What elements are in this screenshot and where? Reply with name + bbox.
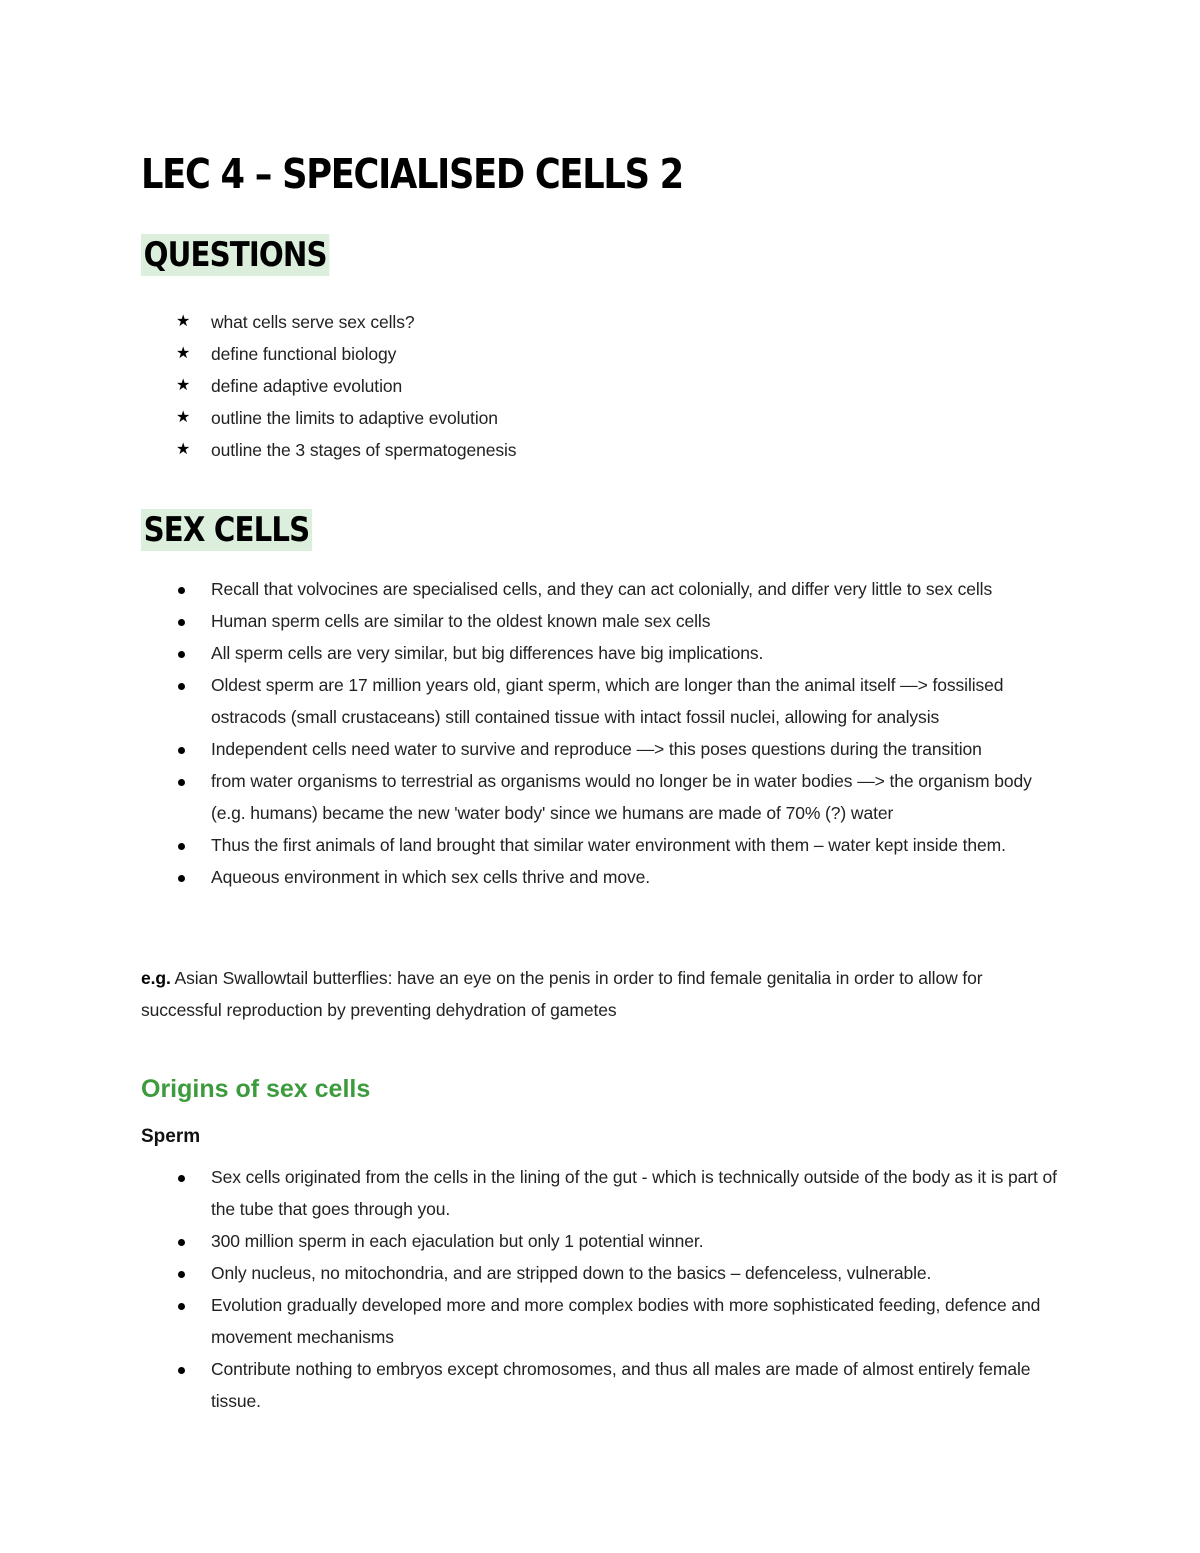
dot-bullet-icon (178, 1271, 185, 1278)
list-item: Contribute nothing to embryos except chromosomes, and thus all males are made of almost entirely female tissue. (141, 1353, 1061, 1417)
list-item: Recall that volvocines are specialised cells, and they can act colonially, and differ very little to sex cells (141, 573, 1061, 605)
dot-bullet-icon (178, 1303, 185, 1310)
origins-heading: Origins of sex cells (141, 1075, 371, 1103)
dot-bullet-icon (178, 651, 185, 658)
dot-bullet-icon (178, 1367, 185, 1374)
sperm-heading: Sperm (141, 1126, 201, 1147)
dot-bullet-icon (178, 1175, 185, 1182)
sex-cells-list (141, 573, 1061, 893)
questions-list (141, 306, 1061, 466)
list-item: Oldest sperm are 17 million years old, giant sperm, which are longer than the animal itself —> fossilised ostracods (small crustaceans) still contained tissue with intact fossil nuclei, allowing for analysis (141, 669, 1061, 733)
dot-bullet-icon (178, 1239, 185, 1246)
list-item: ★ outline the 3 stages of spermatogenesis (141, 434, 1061, 466)
dot-bullet-icon (178, 779, 185, 786)
list-item: ★ define adaptive evolution (141, 370, 1061, 402)
list-item: All sperm cells are very similar, but big differences have big implications. (141, 637, 1061, 669)
dot-bullet-icon (178, 875, 185, 882)
list-item: Only nucleus, no mitochondria, and are stripped down to the basics – defenceless, vulnerable. (141, 1257, 1061, 1289)
dot-bullet-icon (178, 843, 185, 850)
star-bullet-icon: ★ (176, 377, 191, 394)
list-item: 300 million sperm in each ejaculation but only 1 potential winner. (141, 1225, 1061, 1257)
dot-bullet-icon (178, 619, 185, 626)
sex-cells-heading: SEX CELLS (141, 509, 312, 551)
list-item: Human sperm cells are similar to the oldest known male sex cells (141, 605, 1061, 637)
questions-heading: QUESTIONS (141, 234, 329, 276)
sperm-list (141, 1161, 1061, 1417)
example-paragraph: e.g. Asian Swallowtail butterflies: have an eye on the penis in order to find female genitalia in order to allow for successful reproduction by preventing dehydration of gametes (141, 968, 983, 1020)
star-bullet-icon: ★ (176, 313, 191, 330)
list-item: ★ what cells serve sex cells? (141, 306, 1061, 338)
list-item: ★ outline the limits to adaptive evolution (141, 402, 1061, 434)
list-item: Aqueous environment in which sex cells thrive and move. (141, 861, 1061, 893)
list-item: ★ define functional biology (141, 338, 1061, 370)
dot-bullet-icon (178, 683, 185, 690)
list-item: Sex cells originated from the cells in the lining of the gut - which is technically outside of the body as it is part of the tube that goes through you. (141, 1161, 1061, 1225)
example-label: e.g. (141, 968, 171, 988)
dot-bullet-icon (178, 747, 185, 754)
star-bullet-icon: ★ (176, 345, 191, 362)
list-item: Independent cells need water to survive and reproduce —> this poses questions during the transition (141, 733, 1061, 765)
list-item: Thus the first animals of land brought that similar water environment with them – water kept inside them. (141, 829, 1061, 861)
list-item: Evolution gradually developed more and more complex bodies with more sophisticated feeding, defence and movement mechanisms (141, 1289, 1061, 1353)
star-bullet-icon: ★ (176, 441, 191, 458)
dot-bullet-icon (178, 587, 185, 594)
star-bullet-icon: ★ (176, 409, 191, 426)
list-item: from water organisms to terrestrial as organisms would no longer be in water bodies —> the organism body (e.g. humans) became the new 'water body' since we humans are made of 70% (?) water (141, 765, 1061, 829)
document-title: LEC 4 – SPECIALISED CELLS 2 (141, 150, 683, 198)
